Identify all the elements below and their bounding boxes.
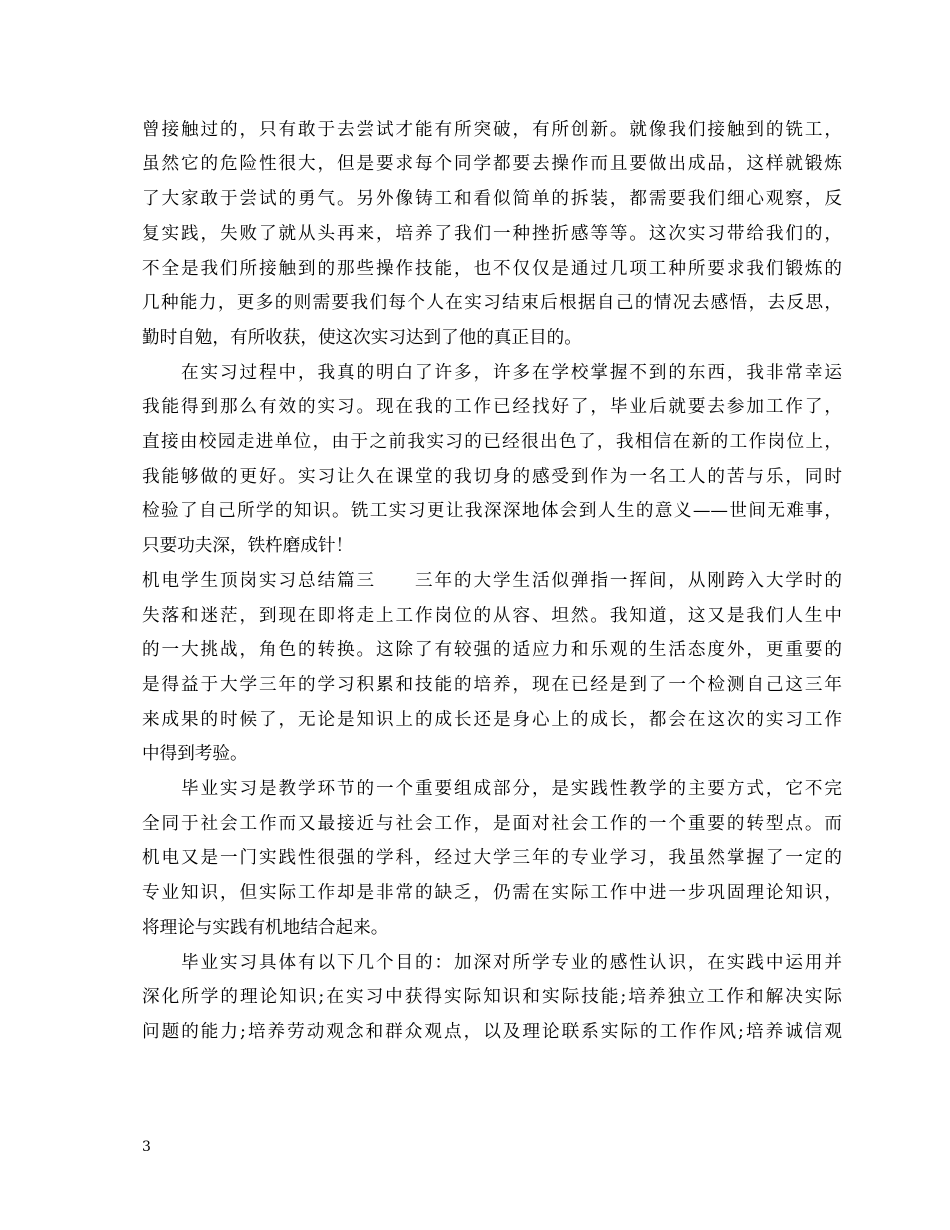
text-line: 虽然它的危险性很大，但是要求每个同学都要去操作而且要做出成品，这样就锻炼 xyxy=(142,154,842,174)
text-line: 毕业实习具体有以下几个目的：加深对所学专业的感性认识，在实践中运用并 xyxy=(142,953,842,973)
text-line: 中得到考验。 xyxy=(142,744,248,764)
section-heading-line: 机电学生顶岗实习总结篇三 三年的大学生活似弹指一挥间，从刚跨入大学时的 xyxy=(142,571,842,591)
text-line: 深化所学的理论知识;在实习中获得实际知识和实际技能;培养独立工作和解决实际 xyxy=(142,987,842,1007)
text-line: 我能够做的更好。实习让久在课堂的我切身的感受到作为一名工人的苦与乐，同时 xyxy=(142,467,842,487)
text-line: 只要功夫深，铁杵磨成针！ xyxy=(142,536,354,556)
text-line: 来成果的时候了，无论是知识上的成长还是身心上的成长，都会在这次的实习工作 xyxy=(142,710,842,730)
page-number: 3 xyxy=(142,1139,151,1155)
text-line: 了大家敢于尝试的勇气。另外像铸工和看似简单的拆装，都需要我们细心观察，反 xyxy=(142,189,842,209)
text-line: 检验了自己所学的知识。铣工实习更让我深深地体会到人生的意义——世间无难事， xyxy=(142,501,842,521)
text-line: 机电又是一门实践性很强的学科，经过大学三年的专业学习，我虽然掌握了一定的 xyxy=(142,848,842,868)
text-line: 专业知识，但实际工作却是非常的缺乏，仍需在实际工作中进一步巩固理论知识， xyxy=(142,883,842,903)
text-line: 毕业实习是教学环节的一个重要组成部分，是实践性教学的主要方式，它不完 xyxy=(142,779,842,799)
text-line: 全同于社会工作而又最接近与社会工作，是面对社会工作的一个重要的转型点。而 xyxy=(142,814,842,834)
text-line: 将理论与实践有机地结合起来。 xyxy=(142,918,389,938)
text-line: 复实践，失败了就从头再来，培养了我们一种挫折感等等。这次实习带给我们的， xyxy=(142,224,842,244)
text-line: 在实习过程中，我真的明白了许多，许多在学校掌握不到的东西，我非常幸运 xyxy=(142,363,842,383)
text-line: 不全是我们所接触到的那些操作技能，也不仅仅是通过几项工种所要求我们锻炼的 xyxy=(142,259,842,279)
text-line: 的一大挑战，角色的转换。这除了有较强的适应力和乐观的生活态度外，更重要的 xyxy=(142,640,842,660)
text-line: 曾接触过的，只有敢于去尝试才能有所突破，有所创新。就像我们接触到的铣工， xyxy=(142,120,842,140)
text-line: 直接由校园走进单位，由于之前我实习的已经很出色了，我相信在新的工作岗位上， xyxy=(142,432,842,452)
text-line: 几种能力，更多的则需要我们每个人在实习结束后根据自己的情况去感悟，去反思， xyxy=(142,293,842,313)
text-line: 勤时自勉，有所收获，使这次实习达到了他的真正目的。 xyxy=(142,328,582,348)
text-line: 我能得到那么有效的实习。现在我的工作已经找好了，毕业后就要去参加工作了， xyxy=(142,397,842,417)
text-line: 失落和迷茫，到现在即将走上工作岗位的从容、坦然。我知道，这又是我们人生中 xyxy=(142,606,842,626)
text-line: 问题的能力;培养劳动观念和群众观点，以及理论联系实际的工作作风;培养诚信观 xyxy=(142,1022,842,1042)
text-line: 是得益于大学三年的学习积累和技能的培养，现在已经是到了一个检测自己这三年 xyxy=(142,675,842,695)
